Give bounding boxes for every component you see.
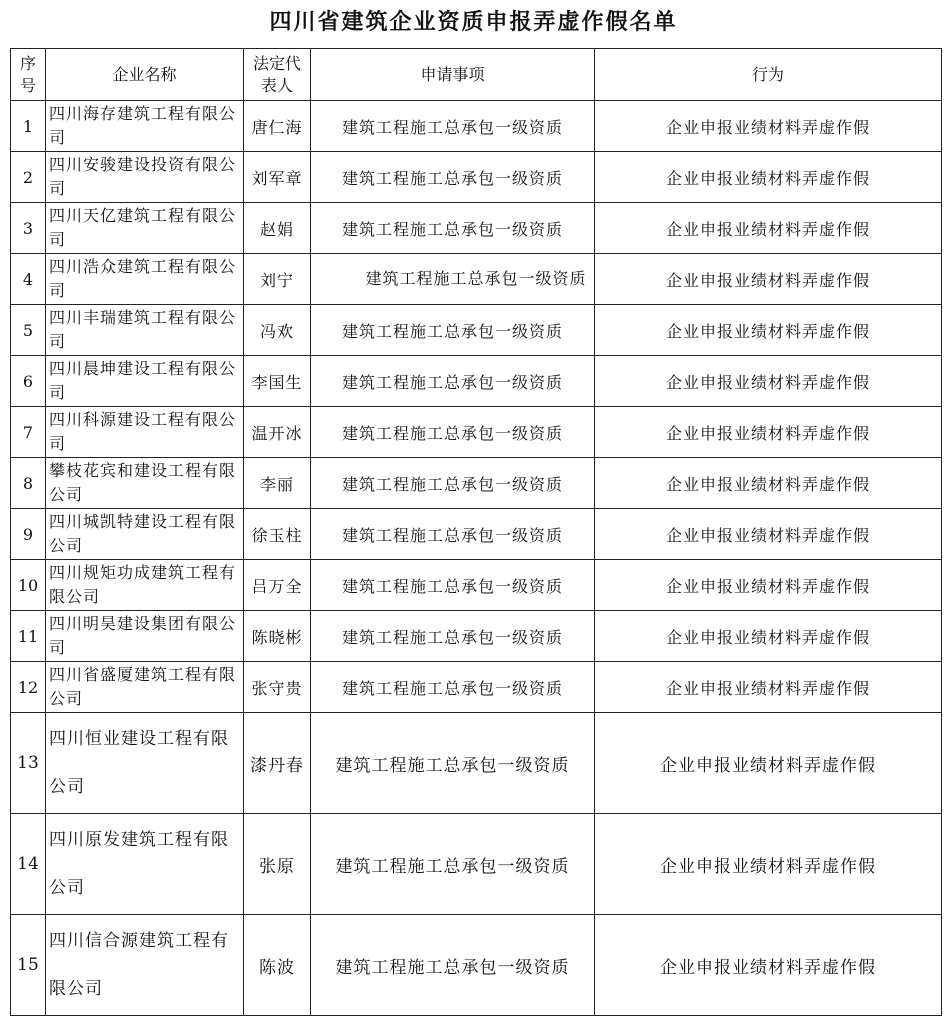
cell-company: 四川天亿建筑工程有限公司: [46, 203, 244, 254]
cell-seq: 5: [11, 305, 46, 356]
cell-seq: 6: [11, 356, 46, 407]
cell-rep: 刘军章: [244, 152, 311, 203]
cell-item: 建筑工程施工总承包一级资质: [311, 356, 595, 407]
cell-act: 企业申报业绩材料弄虚作假: [595, 611, 942, 662]
cell-act: 企业申报业绩材料弄虚作假: [595, 509, 942, 560]
table-row: [11, 814, 942, 915]
cell-company: 四川浩众建筑工程有限公司: [46, 254, 244, 305]
cell-rep: 漆丹春: [244, 713, 311, 814]
cell-seq: 10: [11, 560, 46, 611]
cell-rep: 温开冰: [244, 407, 311, 458]
cell-rep: 李丽: [244, 458, 311, 509]
table-row: [11, 305, 942, 356]
table-row: [11, 356, 942, 407]
header-item: 申请事项: [311, 49, 595, 101]
table-row: [11, 662, 942, 713]
cell-seq: 9: [11, 509, 46, 560]
cell-seq: 15: [11, 915, 46, 1016]
header-rep: 法定代表人: [244, 49, 311, 101]
cell-company: 四川省盛厦建筑工程有限公司: [46, 662, 244, 713]
cell-company: 四川恒业建设工程有限公司: [46, 713, 244, 814]
table-row: [11, 458, 942, 509]
cell-rep: 冯欢: [244, 305, 311, 356]
cell-company: 四川规矩功成建筑工程有限公司: [46, 560, 244, 611]
cell-act: 企业申报业绩材料弄虚作假: [595, 560, 942, 611]
cell-item: 建筑工程施工总承包一级资质: [311, 560, 595, 611]
cell-rep: 陈波: [244, 915, 311, 1016]
cell-item: 建筑工程施工总承包一级资质: [311, 152, 595, 203]
cell-company: 四川城凯特建设工程有限公司: [46, 509, 244, 560]
cell-rep: 唐仁海: [244, 101, 311, 152]
table-row: [11, 611, 942, 662]
cell-seq: 12: [11, 662, 46, 713]
cell-act: 企业申报业绩材料弄虚作假: [595, 662, 942, 713]
cell-act: 企业申报业绩材料弄虚作假: [595, 305, 942, 356]
cell-rep: 赵娟: [244, 203, 311, 254]
table-row: [11, 509, 942, 560]
cell-rep: 张原: [244, 814, 311, 915]
cell-item: 建筑工程施工总承包一级资质: [311, 305, 595, 356]
cell-item: 建筑工程施工总承包一级资质: [311, 458, 595, 509]
cell-item: 建筑工程施工总承包一级资质: [311, 407, 595, 458]
cell-rep: 张守贵: [244, 662, 311, 713]
cell-act: 企业申报业绩材料弄虚作假: [595, 254, 942, 305]
table-header-row: [11, 49, 942, 101]
cell-company: 四川海存建筑工程有限公司: [46, 101, 244, 152]
cell-company: 四川晨坤建设工程有限公司: [46, 356, 244, 407]
cell-item: 建筑工程施工总承包一级资质: [311, 203, 595, 254]
cell-act: 企业申报业绩材料弄虚作假: [595, 407, 942, 458]
cell-item: 建筑工程施工总承包一级资质: [311, 814, 595, 915]
table-row: [11, 101, 942, 152]
cell-act: 企业申报业绩材料弄虚作假: [595, 814, 942, 915]
cell-act: 企业申报业绩材料弄虚作假: [595, 915, 942, 1016]
cell-seq: 14: [11, 814, 46, 915]
cell-company: 四川科源建设工程有限公司: [46, 407, 244, 458]
cell-rep: 李国生: [244, 356, 311, 407]
table-row: [11, 254, 942, 305]
cell-rep: 陈晓彬: [244, 611, 311, 662]
cell-item: 建筑工程施工总承包一级资质: [311, 713, 595, 814]
cell-company: 四川原发建筑工程有限公司: [46, 814, 244, 915]
cell-seq: 3: [11, 203, 46, 254]
cell-act: 企业申报业绩材料弄虚作假: [595, 458, 942, 509]
cell-item: 建筑工程施工总承包一级资质: [311, 611, 595, 662]
cell-rep: 吕万全: [244, 560, 311, 611]
cell-rep: 刘宁: [244, 254, 311, 305]
table-row: [11, 152, 942, 203]
cell-item: 建筑工程施工总承包一级资质: [311, 101, 595, 152]
cell-rep: 徐玉柱: [244, 509, 311, 560]
header-act: 行为: [595, 49, 942, 101]
cell-act: 企业申报业绩材料弄虚作假: [595, 356, 942, 407]
cell-seq: 8: [11, 458, 46, 509]
cell-company: 四川信合源建筑工程有限公司: [46, 915, 244, 1016]
cell-company: 四川安骏建设投资有限公司: [46, 152, 244, 203]
cell-seq: 4: [11, 254, 46, 305]
cell-seq: 11: [11, 611, 46, 662]
table-row: [11, 915, 942, 1016]
cell-company: 四川明昊建设集团有限公司: [46, 611, 244, 662]
cell-act: 企业申报业绩材料弄虚作假: [595, 101, 942, 152]
page-title: 四川省建筑企业资质申报弄虚作假名单: [269, 10, 678, 35]
cell-item: 建筑工程施工总承包一级资质: [311, 254, 595, 305]
header-seq: 序号: [11, 49, 46, 101]
table-row: [11, 203, 942, 254]
cell-item: 建筑工程施工总承包一级资质: [311, 509, 595, 560]
cell-company: 四川丰瑞建筑工程有限公司: [46, 305, 244, 356]
cell-seq: 13: [11, 713, 46, 814]
cell-seq: 1: [11, 101, 46, 152]
table-row: [11, 713, 942, 814]
cell-seq: 7: [11, 407, 46, 458]
cell-act: 企业申报业绩材料弄虚作假: [595, 203, 942, 254]
cell-item: 建筑工程施工总承包一级资质: [311, 662, 595, 713]
cell-seq: 2: [11, 152, 46, 203]
cell-company: 攀枝花宾和建设工程有限公司: [46, 458, 244, 509]
blacklist-table: [10, 48, 942, 1016]
table-row: [11, 560, 942, 611]
cell-act: 企业申报业绩材料弄虚作假: [595, 713, 942, 814]
cell-act: 企业申报业绩材料弄虚作假: [595, 152, 942, 203]
table-row: [11, 407, 942, 458]
header-company: 企业名称: [46, 49, 244, 101]
cell-item: 建筑工程施工总承包一级资质: [311, 915, 595, 1016]
